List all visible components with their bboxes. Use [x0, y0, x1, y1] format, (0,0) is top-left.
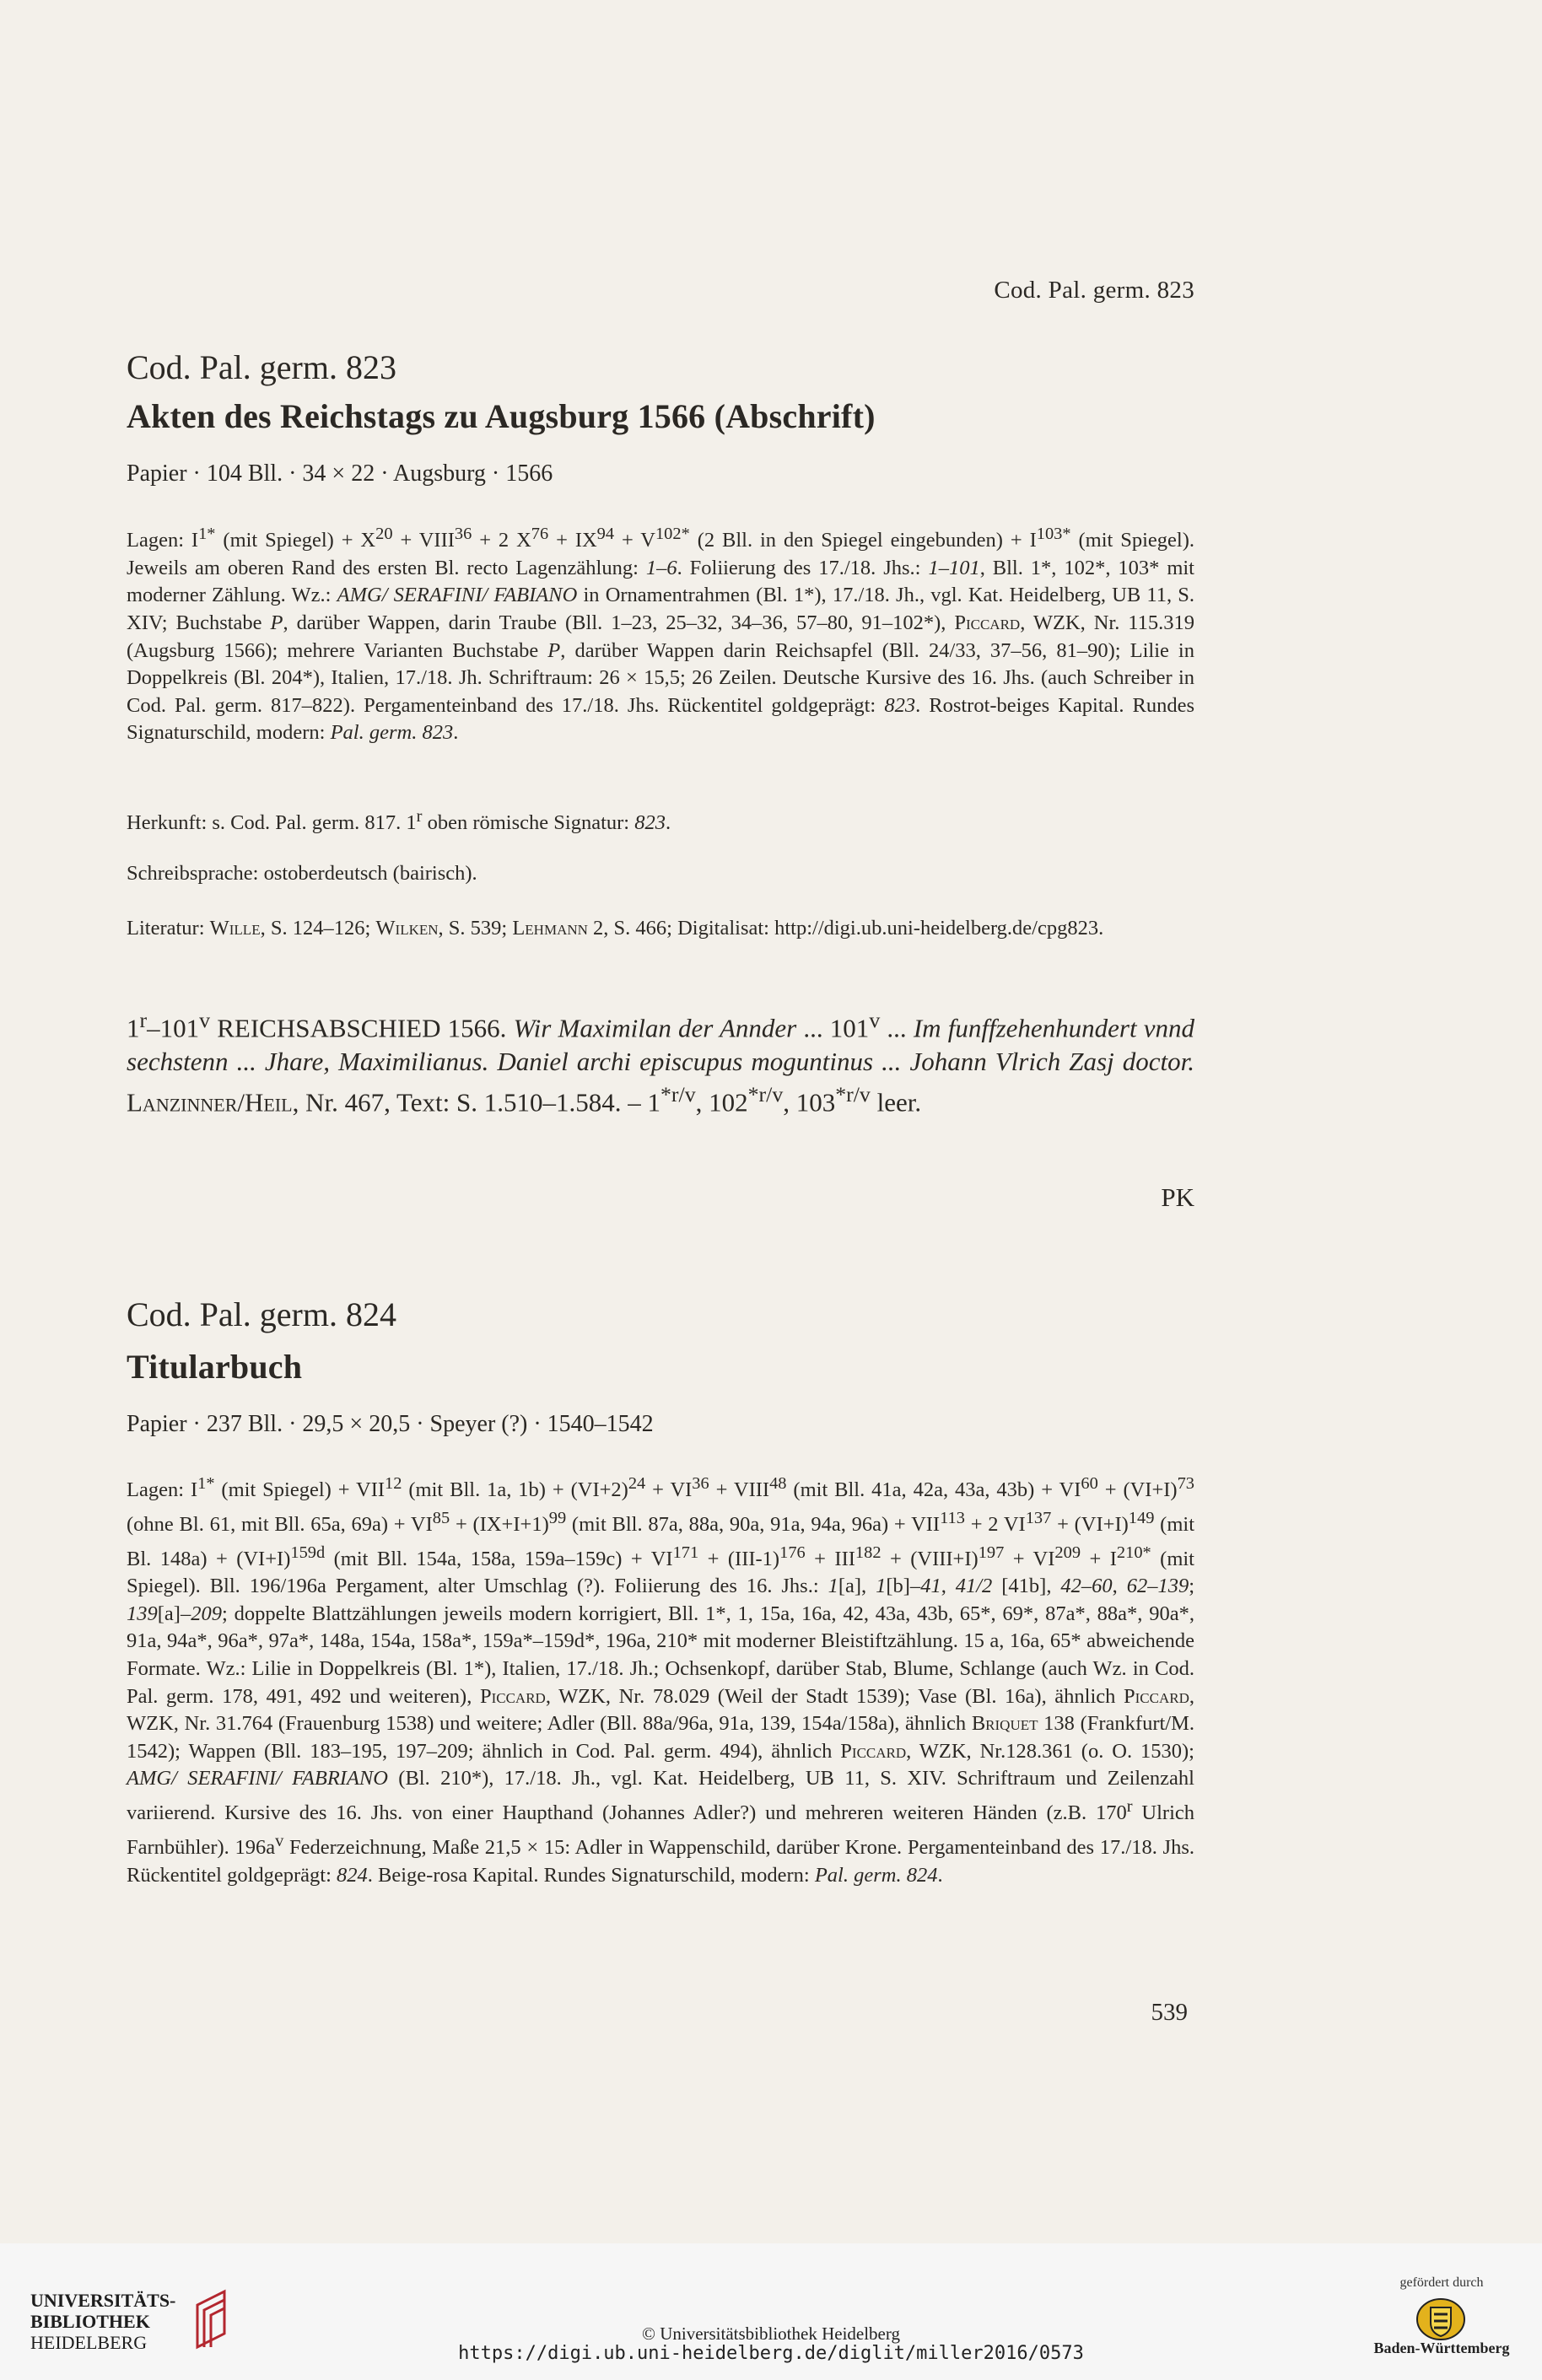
entry-signature: Cod. Pal. germ. 823 [127, 348, 396, 386]
running-head: Cod. Pal. germ. 823 [994, 277, 1194, 304]
entry-signature: Cod. Pal. germ. 824 [127, 1295, 396, 1333]
codicology-paragraph: Lagen: $I^{1*}$ (mit Spiegel) + $VII^{12}$ (mit Bll. 1a, $1b) + (VI+2)^{24} + VI^{36}$ + $VIII^{48}$ (mit Bll. 41a, 42a, 43a, $43b) + VI^{60} + (VI+I)^{73}$ (ohne Bl. 61, mit Bll. 65a, $69a) + VI^{85} + (IX+I+1)^{99}$ (mit Bll. 87a, 88a, 90a, 91a, 94a, $96a) + VII^{113} + 2$ $VI^{137} + (VI+I)^{149}$ (mit Bl. $148a) + (VI+I)^{159d}$ (mit Bll. 154a, 158a, $159a-159c) + VI^{171} + (III-1)^{176} + III^{182}$ + (VIII+I)$^{197}$ + $VI^{209} + I^{210*}$ (mit Spiegel). Bll. 196/196a Pergament, alter Umschlag (?). Foliierung des 16. Jhs.: 1[a], 1[b]–41, 41/2 [41b], 42–60, 62–139; 139[a]–209; doppelte Blattzählungen jeweils modern korrigiert, Bll. 1*, 1, 15a, 16a, 42, 43a, 43b, 65*, 69*, 87a*, 88a*, 90a*, 91a, 94a*, 96a*, 97a*, 148a, 154a, 158a*, 159a*–159d*, 196a, 210* mit moderner Bleistiftzählung. 15 a, 16a, 65* abweichende Formate. Wz.: Lilie in Doppelkreis (Bl. 1*), Italien, 17./18. Jh.; Ochsenkopf, darüber Stab, Blume, Schlange (auch Wz. in Cod. Pal. germ. 178, 491, 492 und weiteren), Piccard, WZK, Nr. 78.029 (Weil der Stadt 1539); Vase (Bl. 16a), ähnlich Piccard, WZK, Nr. 31.764 (Frauenburg 1538) und weitere; Adler (Bll. 88a/96a, 91a, 139, 154a/158a), ähnlich Briquet 138 (Frankfurt/M. 1542); Wappen (Bll. 183–195, 197–209; ähnlich in Cod. Pal. germ. 494), ähnlich Piccard, WZK, Nr.128.361 (o. O. 1530); AMG/ SERAFINI/ FABRIANO (Bl. 210*), 17./18. Jh., vgl. Kat. Heidelberg, UB 11, S. XIV. Schriftraum und Zeilenzahl variierend. Kursive des 16. Jhs. von einer Haupthand (Johannes Adler?) und mehreren weiteren Händen (z.B. 170$^r$ Ulrich Farnbühler). $196a^v$ Federzeichnung, Maße 21,5 × 15: Adler in Wappenschild, darüber Krone. Pergamenteinband des 17./18. Jhs. Rückentitel goldgeprägt: 824. Beige-rosa Kapital. Rundes Signaturschild, modern: Pal. germ. 824. [127, 1474, 1195, 1887]
entry-824 [127, 1295, 1194, 1334]
content-description: 1$^r$–101$^v$ REICHSABSCHIED 1566. Wir Maximilan der Annder ... 101$^v$ ... Im funffzehenhundert vnnd sechstenn ... Jhare, Maximilianus. Daniel archi episcupus moguntinus ... Johann Vlrich Zasj doctor. Lanzinner/Heil, Nr. 467, Text: S. 1.510–1.584. – $1^{*r/v}$, $102^{*r/v}$, $103^{*r/v}$ leer. [127, 1008, 1195, 1117]
entry-823-meta-wrap [127, 460, 1194, 487]
entry-824-title-wrap [127, 1347, 1194, 1387]
codicology-paragraph: Lagen: $I^{1*}$ (mit Spiegel) + $X^{20}$ + $VIII^{36} + 2$ $X^{76} + IX^{94} + V^{102*}$ (2 Bll. in den Spiegel eingebunden) + $I^{103*}$ (mit Spiegel). Jeweils am oberen Rand des ersten Bl. recto Lagenzählung: 1–6. Foliierung des 17./18. Jhs.: 1–101, Bll. 1*, 102*, 103* mit moderner Zählung. Wz.: AMG/ SERAFINI/ FABIANO in Ornamentrahmen (Bl. 1*), 17./18. Jh., vgl. Kat. Heidelberg, UB 11, S. XIV; Buchstabe P, darüber Wappen, darin Traube (Bll. 1–23, 25–32, 34–36, 57–80, 91–102*), Piccard, WZK, Nr. 115.319 (Augsburg 1566); mehrere Varianten Buchstabe P, darüber Wappen darin Reichsapfel (Bll. 24/33, 37–56, 81–90); Lilie in Doppelkreis (Bl. 204*), Italien, 17./18. Jh. Schriftraum: 26 × 15,5; 26 Zeilen. Deutsche Kursive des 16. Jhs. (auch Schreiber in Cod. Pal. germ. 817–822). Pergamenteinband des 17./18. Jhs. Rückentitel goldgeprägt: 823. Rostrot-beiges Kapital. Rundes Signaturschild, modern: Pal. germ. 823. [127, 525, 1195, 745]
entry-title: Akten des Reichstags zu Augsburg 1566 (Abschrift) [127, 397, 876, 435]
entry-823 [127, 347, 1194, 387]
entry-meta: Papier · 237 Bll. · 29,5 × 20,5 · Speyer (?) · 1540–1542 [127, 1411, 654, 1437]
entry-824-meta-wrap [127, 1411, 1194, 1438]
library-line-2: BIBLIOTHEK [30, 2311, 150, 2332]
entry-823-title-wrap [127, 396, 1194, 436]
entry-meta: Papier · 104 Bll. · 34 × 22 · Augsburg · 1566 [127, 460, 553, 487]
library-line-1: UNIVERSITÄTS- [30, 2290, 176, 2311]
permalink-url[interactable]: https://digi.ub.uni-heidelberg.de/diglit/miller2016/0573 [458, 2343, 1084, 2364]
entry-title: Titularbuch [127, 1348, 303, 1386]
entry-823-lagen-wrap [127, 520, 1194, 747]
entry-824-lagen-wrap [127, 1470, 1194, 1889]
language-line: Schreibsprache: ostoberdeutsch (bairisch). [127, 862, 477, 885]
entry-823-sprache-wrap [127, 860, 1194, 888]
entry-823-content-wrap [127, 1004, 1194, 1119]
entry-823-lit-wrap [127, 915, 1194, 943]
sponsor-label: gefördert durch [1399, 2275, 1484, 2290]
sponsor-block [1361, 2275, 1522, 2357]
literature-paragraph: Literatur: Wille, S. 124–126; Wilken, S. 539; Lehmann 2, S. 466; Digitalisat: http://digi.ub.uni-heidelberg.de/cpg823. [127, 917, 1104, 940]
sponsor-name: Baden-Württemberg [1373, 2340, 1510, 2356]
coat-of-arms-icon [1414, 2296, 1468, 2343]
page-number: 539 [1151, 1999, 1188, 2026]
library-line-3: HEIDELBERG [30, 2332, 148, 2353]
author-initials: PK [1161, 1182, 1194, 1212]
provenance-line: Herkunft: s. Cod. Pal. germ. 817. 1$^r$ oben römische Signatur: 823. [127, 807, 671, 835]
copyright-notice: © Universitätsbibliothek Heidelberg [641, 2323, 900, 2344]
entry-823-herkunft-wrap [127, 803, 1194, 837]
